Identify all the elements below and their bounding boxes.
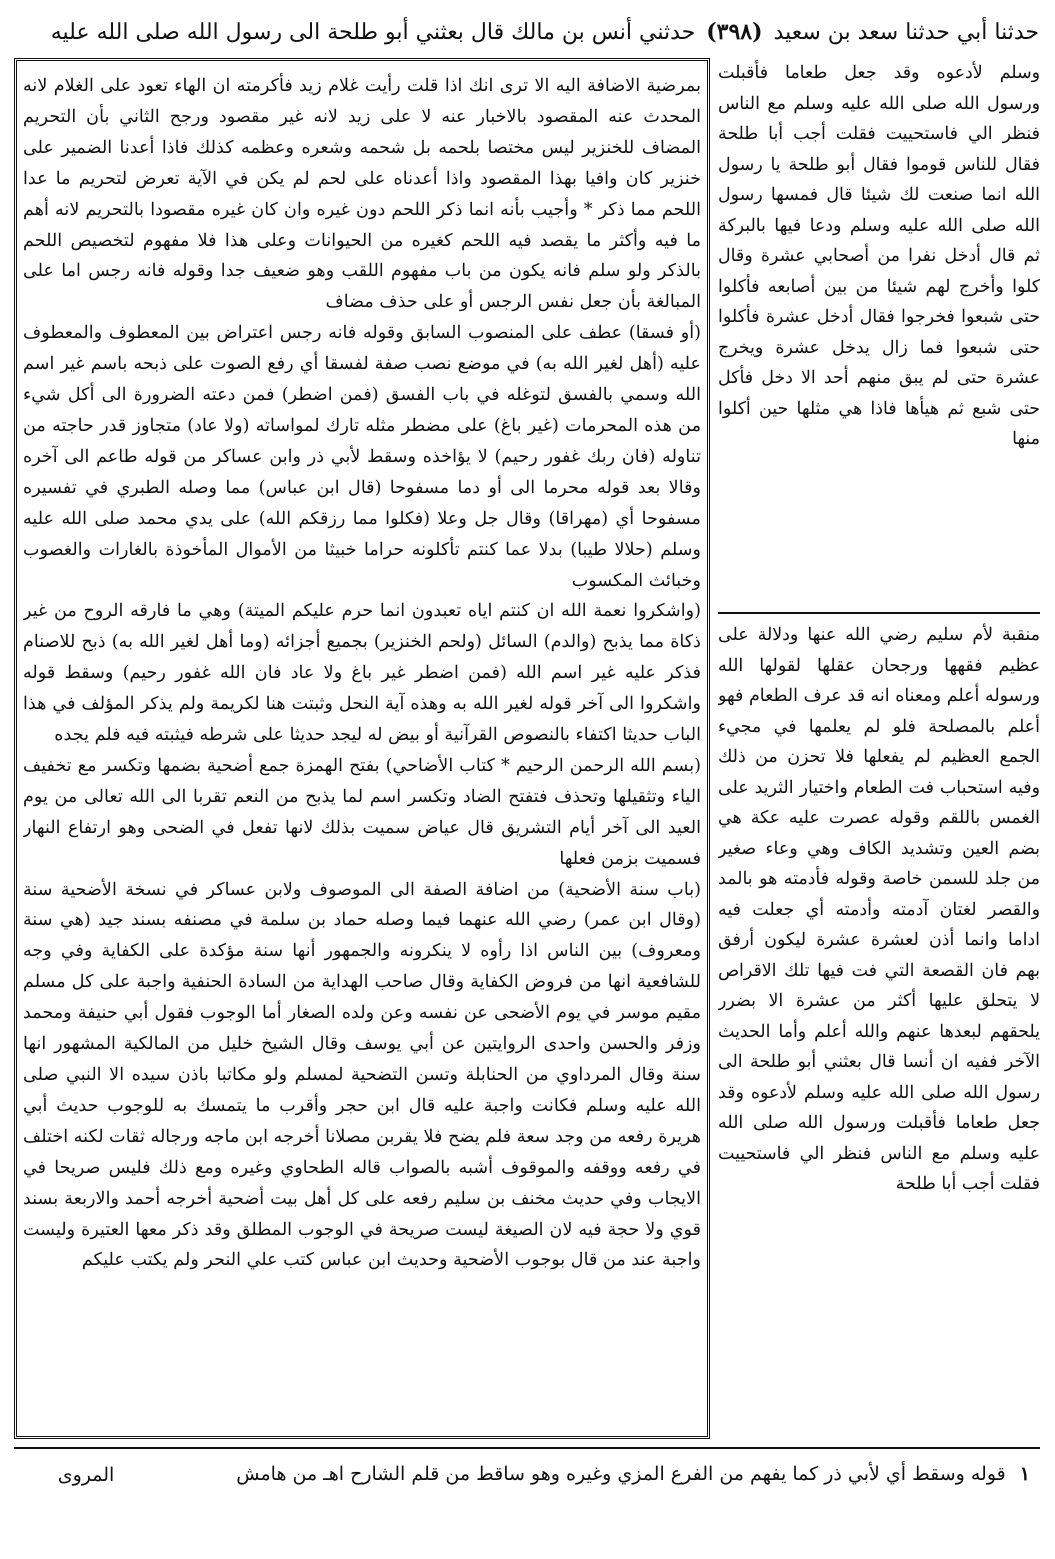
chapter-heading-paragraph: (بسم الله الرحمن الرحيم * كتاب الأضاحي) بفتح الهمزة جمع أضحية بضمها وتكسر مع تخفيف الياء وتثقيلها وتحذف فتفتح الضاد وتكسر اسم لما يذبح من النعم تقربا الى الله تعالى من يوم العيد الى آخر أيام التشريق قال عياض سميت بذلك لانها تفعل في الضحى وهو ارتفاع النهار فسميت بزمن فعلها — [23, 755, 701, 869]
commentary-paragraph: (باب سنة الأضحية) من اضافة الصفة الى الموصوف ولابن عساكر في نسخة الأضحية سنة (وقال ابن عمر) رضي الله عنهما فيما وصله حماد بن سلمة في مصنفه بسند جيد (هي سنة ومعروف) بين الناس اذا رأوه لا ينكرونه والجمهور أنها سنة مؤكدة على الكفاية وفي وجه للشافعية انها من فروض الكفاية وقال صاحب الهداية من السادة الحنفية واجبة على كل مسلم مقيم موسر في يوم الأضحى عن نفسه وعن ولده الصغار أما الوجوب فقول أبي حنيفة ومحمد وزفر والحسن واحدى الروايتين عن أبي يوسف وقال الشيخ خليل من المالكية المشهور انها سنة وقال المرداوي من الحنابلة وتسن التضحية لمسلم ولو مكاتبا باذن سيده الا النبي صلى الله عليه وسلم فكانت واجبة عليه قال ابن حجر وأقرب ما يتمسك به للوجوب حديث أبي هريرة رفعه من وجد سعة فلم يضح فلا يقربن مصلانا أخرجه ابن ماجه ورجاله ثقات لكنه اختلف في رفعه ووقفه والموقوف أشبه بالصواب قاله الطحاوي وغيره ومع ذلك فليس صريحا في الايجاب وفي حديث مخنف بن سليم رفعه على كل أهل بيت أضحية أخرجه أحمد والاربعة بسند قوي ولا حجة فيه لان الصيغة ليست صريحة في الوجوب المطلق وقد ذكر معها العتيرة وليست واجبة عند من قال بوجوب الأضحية وحديث ابن عباس كتب علي النحر ولم يكتب عليكم — [23, 879, 701, 1271]
commentary-paragraph: بمرضية الاضافة اليه الا ترى انك اذا قلت رأيت غلام زيد فأكرمته ان الهاء تعود على الغلام لانه المحدث عنه المقصود بالاخبار عنه لا على زيد لانه غير مقصود ورجح الثاني بأن التحريم المضاف للخنزير ليس مختصا بلحمه بل شحمه وشعره وعظمه كذلك فاذا أعدنا الضمير على خنزير كان وافيا بهذا المقصود واذا أعدناه على لحم لم يكن في الآية تعرض لتحريم ما عدا اللحم مما ذكر * وأجيب بأنه انما ذكر اللحم دون غيره وان كان غيره مقصودا بالتحريم لانه أهم ما فيه وأكثر ما يقصد فيه اللحم كغيره من الحيوانات وعلى هذا فلا مفهوم لتخصيص اللحم بالذكر ولو سلم فانه يكون من باب مفهوم اللقب وهو ضعيف جدا وقوله فانه رجس اما على المبالغة بأن جعل نفس الرجس أو على حذف مضاف — [23, 76, 701, 313]
margin-divider — [718, 612, 1040, 614]
commentary-text — [23, 71, 701, 1428]
footnote-text: قوله وسقط أي لأبي ذر كما يفهم من الفرع المزي وغيره وهو ساقط من قلم الشارح اهـ من هامش — [236, 1463, 1006, 1485]
margin-column — [718, 58, 1040, 1439]
margin-paragraph: منقبة لأم سليم رضي الله عنها ودلالة على عظيم فقهها ورجحان عقلها لقولها الله ورسوله أعلم ومعناه انه قد عرف الطعام فهو أعلم بالمصلحة فلو لم يعلمها في مجيء الجمع العظيم لم يفعلها فلا تحزن من ذلك وفيه استحباب فت الطعام واختيار الثريد على الغمس باللقم وقوله عصرت عليه عكة هي بضم العين وتشديد الكاف وهي وعاء صغير من جلد للسمن خاصة وقوله فأدمته هو بالمد والقصر لغتان آدمته وأدمته أي جعلت فيه اداما وانما أذن لعشرة عشرة ليكون أرفق بهم فان القصعة التي فت فيها تلك الاقراص لا يتحلق عليها أكثر من عشرة الا بضرر يلحقهم لبعدها عنهم والله أعلم وأما الحديث الآخر ففيه ان أنسا قال بعثني أبو طلحة الى رسول الله صلى الله عليه وسلم لأدعوه وقد جعل طعاما فأقبلت ورسول الله صلى الله عليه وسلم مع الناس فنظر الي فاستحييت فقلت أجب أبا طلحة — [718, 625, 1040, 1194]
footnote-marker: ١ — [1019, 1463, 1030, 1485]
commentary-paragraph: (أو فسقا) عطف على المنصوب السابق وقوله فانه رجس اعتراض بين المعطوف والمعطوف عليه (أهل لغير الله به) في موضع نصب صفة لفسقا أي رفع الصوت على ذبحه باسم غير اسم الله وسمي بالفسق لتوغله في باب الفسق (فمن اضطر) فمن دعته الضرورة الى أكل شيء من هذه المحرمات (غير باغ) على مضطر مثله تارك لمواساته (ولا عاد) متجاوز قدر حاجته من تناوله (فان ربك غفور رحيم) لا يؤاخذه وسقط لأبي ذر وابن عساكر من قوله طاعم الى آخره وقالا بعد قوله محرما الى أو دما مسفوحا (قال ابن عباس) مما وصله الطبري في تفسيره مسفوحا أي (مهراقا) وقال جل وعلا (فكلوا مما رزقكم الله) على يدي محمد صلى الله عليه وسلم (حلالا طيبا) بدلا عما كنتم تأكلونه حراما خبيثا من الأموال المأخوذة بالغارات والغصوب وخبائث المكسوب — [23, 323, 701, 591]
margin-commentary-text — [718, 620, 1040, 1200]
header-text-right: حدثنا أبي حدثنا سعد بن سعيد — [773, 20, 1039, 45]
signature-word: المروى — [57, 1464, 115, 1486]
margin-hadith-text — [718, 58, 1040, 606]
commentary-frame — [14, 58, 710, 1439]
commentary-paragraph: (واشكروا نعمة الله ان كنتم اياه تعبدون انما حرم عليكم الميتة) وهي ما فارقه الروح من غير ذكاة مما يذبح (والدم) السائل (ولحم الخنزير) بجميع أجزائه (وما أهل لغير الله به) ذبح للاصنام فذكر عليه غير اسم الله (فمن اضطر غير باغ ولا عاد فان الله غفور رحيم) وسقط قوله واشكروا الى آخر قوله لغير الله به وهذه آية النحل وثبتت هنا لكريمة ولم يذكر المؤلف في هذا الباب حديثا اكتفاء بالنصوص القرآنية أو بيض له ليجد حديثا على شرطه فيثبته فيه فلم يجده — [23, 601, 701, 746]
margin-paragraph: وسلم لأدعوه وقد جعل طعاما فأقبلت ورسول الله صلى الله عليه وسلم مع الناس فنظر الي فاستحييت فقلت أجب أبا طلحة فقال للناس قوموا فقال أبو طلحة يا رسول الله انما صنعت لك شيئا قال فمسها رسول الله صلى الله عليه وسلم ودعا فيها بالبركة ثم قال أدخل نفرا من أصحابي عشرة وقال كلوا وأخرج لهم شيئا من بين أصابعه فأكلوا حتى شبعوا فخرجوا فقال أدخل عشرة فأكلوا حتى شبعوا فما زال يدخل عشرة ويخرج عشرة حتى لم يبق منهم أحد الا دخل فأكل حتى شبع ثم هيأها فاذا هي مثلها حين أكلوا منها — [718, 63, 1040, 449]
running-header — [14, 10, 1039, 54]
footnote-divider — [14, 1447, 1040, 1449]
header-text-left: حدثني أنس بن مالك قال بعثني أبو طلحة الى رسول الله صلى الله عليه — [50, 20, 696, 45]
footnote — [120, 1456, 1030, 1492]
page-number: (٣٩٨) — [706, 19, 763, 45]
